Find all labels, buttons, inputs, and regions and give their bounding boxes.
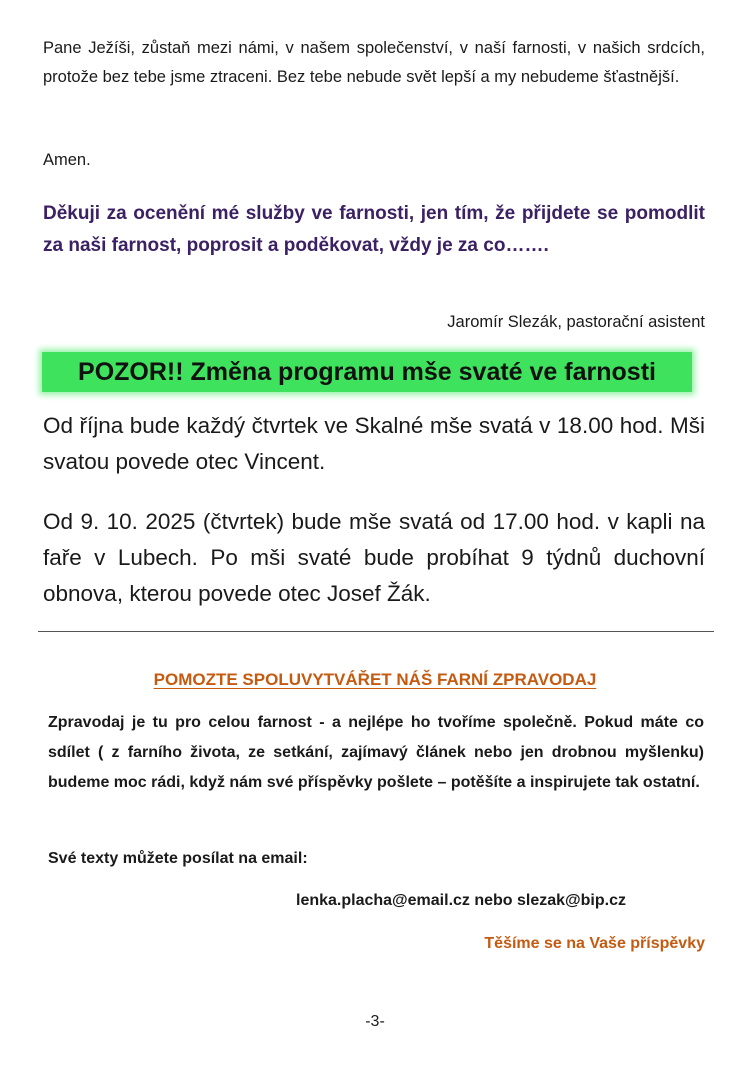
email-addresses: lenka.placha@email.cz nebo slezak@bip.cz: [296, 892, 626, 909]
notice-title: POZOR!! Změna programu mše svaté ve farnosti: [42, 352, 692, 392]
thanks-paragraph: Děkuji za ocenění mé služby ve farnosti, jen tím, že přijdete se pomodlit za naši farnost, poprosit a poděkovat, vždy je za co…….: [43, 203, 705, 256]
notice-paragraph-thursday-mass: Od října bude každý čtvrtek ve Skalné mše svatá v 18.00 hod. Mši svatou povede otec Vincent.: [43, 413, 705, 474]
help-section-title-text: POMOZTE SPOLUVYTVÁŘET NÁŠ FARNÍ ZPRAVODAJ: [153, 670, 597, 689]
help-section-title: [48, 666, 702, 694]
section-divider: [38, 631, 714, 632]
page-number: -3-: [365, 1013, 385, 1030]
prayer-paragraph: Pane Ježíši, zůstaň mezi námi, v našem společenství, v naší farnosti, v našich srdcích, protože bez tebe jsme ztraceni. Bez tebe nebude svět lepší a my nebudeme šťastnější.: [43, 39, 705, 86]
amen-line: Amen.: [43, 151, 91, 169]
closing-line: Těšíme se na Vaše příspěvky: [484, 935, 705, 952]
signature: Jaromír Slezák, pastorační asistent: [447, 313, 705, 331]
help-body-paragraph: Zpravodaj je tu pro celou farnost - a nejlépe ho tvoříme společně. Pokud máte co sdílet ( z farního života, ze setkání, zajímavý článek nebo jen drobnou myšlenku) budeme moc rádi, když nám své příspěvky pošlete – potěšíte a inspirujete tak ostatní.: [48, 714, 704, 791]
email-label: Své texty můžete posílat na email:: [48, 850, 308, 867]
notice-paragraph-lubech-chapel: Od 9. 10. 2025 (čtvrtek) bude mše svatá od 17.00 hod. v kapli na faře v Lubech. Po mši svaté bude probíhat 9 týdnů duchovní obnova, kterou povede otec Josef Žák.: [43, 509, 705, 606]
